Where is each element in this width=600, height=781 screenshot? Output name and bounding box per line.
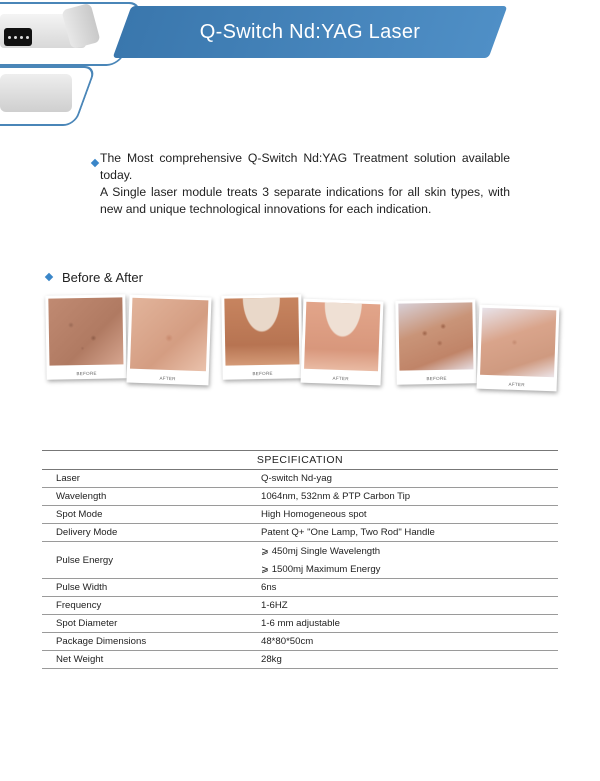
table-row bbox=[42, 488, 558, 506]
photo-caption: AFTER bbox=[508, 381, 525, 388]
spec-value: 1-6 mm adjustable bbox=[261, 615, 558, 633]
spec-value: High Homogeneous spot bbox=[261, 506, 558, 524]
spec-key: Frequency bbox=[42, 597, 261, 615]
spec-key: Spot Mode bbox=[42, 506, 261, 524]
device-button-icon bbox=[14, 36, 17, 39]
table-row bbox=[42, 506, 558, 524]
after-photo-chest bbox=[301, 299, 384, 386]
spec-value: 6ns bbox=[261, 579, 558, 597]
spec-key: Wavelength bbox=[42, 488, 261, 506]
photo-caption: BEFORE bbox=[252, 370, 273, 377]
spec-key: Delivery Mode bbox=[42, 524, 261, 542]
device-button-icon bbox=[8, 36, 11, 39]
intro-text bbox=[100, 150, 510, 218]
specification-table bbox=[42, 450, 558, 669]
table-row bbox=[42, 542, 558, 561]
photo-caption: AFTER bbox=[332, 375, 349, 382]
table-row bbox=[42, 579, 558, 597]
spec-value: 1-6HZ bbox=[261, 597, 558, 615]
bullet-diamond-icon bbox=[45, 273, 53, 281]
photo-caption: BEFORE bbox=[76, 370, 97, 377]
before-after-title: Before & After bbox=[62, 270, 143, 285]
device-button-icon bbox=[20, 36, 23, 39]
spec-value: ⩾ 450mj Single Wavelength bbox=[261, 545, 381, 557]
spec-key: Spot Diameter bbox=[42, 615, 261, 633]
spec-key: Package Dimensions bbox=[42, 633, 261, 651]
spec-value: ⩾ 1500mj Maximum Energy bbox=[261, 560, 558, 579]
device-screen bbox=[4, 28, 32, 46]
spec-value: Q-switch Nd-yag bbox=[261, 470, 558, 488]
table-row bbox=[42, 597, 558, 615]
spec-value: 28kg bbox=[261, 651, 558, 669]
intro-paragraph-2: A Single laser module treats 3 separate indications for all skin types, with new and unique technological innovations for each indication. bbox=[100, 185, 510, 216]
table-row bbox=[42, 615, 558, 633]
after-photo-face bbox=[126, 295, 211, 386]
spec-key: Pulse Energy bbox=[42, 542, 261, 579]
spec-key: Pulse Width bbox=[42, 579, 261, 597]
table-row bbox=[42, 633, 558, 651]
spec-value: Patent Q+ "One Lamp, Two Rod" Handle bbox=[261, 524, 558, 542]
spec-key: Net Weight bbox=[42, 651, 261, 669]
before-photo-chest bbox=[221, 294, 302, 379]
photo-caption: BEFORE bbox=[426, 375, 447, 382]
spec-value: 1064nm, 532nm & PTP Carbon Tip bbox=[261, 488, 558, 506]
before-photo-hand bbox=[395, 299, 476, 384]
photo-caption: AFTER bbox=[159, 375, 176, 382]
device-button-icon bbox=[26, 36, 29, 39]
spec-key: Laser bbox=[42, 470, 261, 488]
spec-value: 48*80*50cm bbox=[261, 633, 558, 651]
spec-title: SPECIFICATION bbox=[42, 451, 558, 470]
before-photo-face bbox=[45, 294, 126, 379]
intro-paragraph-1: The Most comprehensive Q-Switch Nd:YAG Treatment solution available today. bbox=[100, 151, 510, 182]
device-base-image bbox=[0, 74, 72, 112]
table-row bbox=[42, 524, 558, 542]
table-row bbox=[42, 470, 558, 488]
table-header-row bbox=[42, 451, 558, 470]
bullet-diamond-icon bbox=[91, 159, 99, 167]
after-photo-hand bbox=[477, 305, 560, 392]
table-row bbox=[42, 651, 558, 669]
page-title: Q-Switch Nd:YAG Laser bbox=[199, 20, 421, 43]
